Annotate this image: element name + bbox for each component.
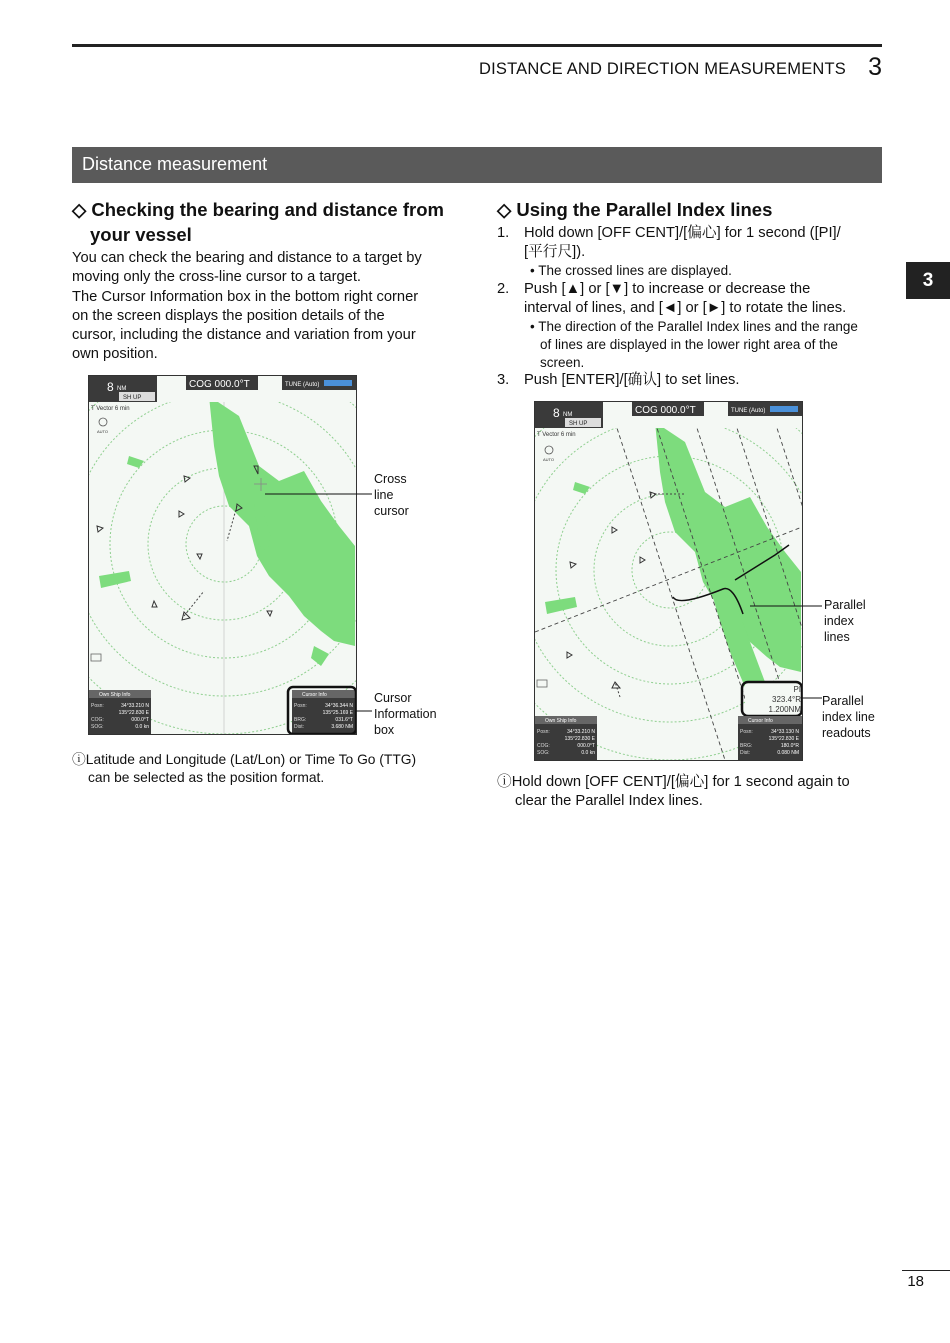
paragraph-line: You can check the bearing and distance to a target by [72,250,422,266]
cursor-posn-label: Posn: [740,729,753,735]
orientation: SH UP [123,395,142,401]
callout-line: Cross [374,472,407,486]
own-ship-title: Own Ship Info [99,692,131,698]
header-section-title: DISTANCE AND DIRECTION MEASUREMENTS [479,60,846,78]
own-cog: 000.0°T [131,717,149,723]
callout-line: cursor [374,504,409,518]
step-number: 2. [497,281,510,297]
left-callout-lines [255,485,375,725]
auto-label: AUTO [97,429,109,434]
own-sog-label: SOG: [537,750,550,756]
pi-label: PI [793,685,801,694]
callout-line: index [824,614,854,628]
cursor-dist: 0.080 NM [777,750,799,756]
callout-pi-readouts [822,693,875,741]
left-heading-line1: ◇ Checking the bearing and distance from [72,199,444,220]
step-text: interval of lines, and [◄] or [►] to rotate the lines. [524,300,847,317]
callout-line: box [374,723,395,737]
section-band [72,147,882,183]
cursor-brg-label: BRG: [294,717,307,723]
step-3 [497,371,740,390]
note-line: ⓘHold down [OFF CENT]/[偏心] for 1 second again to [497,774,850,790]
vector-label: T Vector 6 min [91,406,130,412]
cog-readout: COG 000.0°T [635,405,696,416]
own-posn-label: Posn: [91,703,104,709]
step-1-bullet: • The crossed lines are displayed. [530,263,732,278]
own-sog: 0.0 kn [135,724,149,730]
cursor-dist: 3.680 NM [331,724,353,730]
pi-range: 1.200NM [768,705,801,714]
callout-line: Information [374,707,437,721]
step-text: Push [▲] or [▼] to increase or decrease the [524,281,811,297]
right-heading: ◇ Using the Parallel Index lines [497,199,773,220]
paragraph-line: The Cursor Information box in the bottom right corner [72,288,419,305]
own-posn-label: Posn: [537,729,550,735]
cursor-dist-label: Dist: [740,750,750,756]
own-sog: 0.0 kn [581,750,595,756]
cursor-info-title: Cursor Info [748,718,773,724]
callout-line: readouts [822,726,871,740]
step-text: Push [ENTER]/[确认] to set lines. [524,372,740,388]
own-lat: 34°33.210 N [121,703,149,709]
callout-line: lines [824,630,850,644]
callout-cursor-info [374,690,437,738]
note-line: ⓘLatitude and Longitude (Lat/Lon) or Time To Go (TTG) [72,752,417,767]
header-rule [72,44,882,47]
left-note [72,751,416,787]
cursor-brg: 180.0°R [780,743,799,749]
paragraph-line: on the screen displays the position details of the [72,307,385,324]
callout-line: Parallel [822,694,864,708]
tune-readout: TUNE (Auto) [285,382,320,388]
cursor-brg: 031.6°T [335,717,353,723]
step-number: 1. [497,225,510,241]
pi-bearing: 323.4°R [772,695,801,704]
cog-readout: COG 000.0°T [189,379,250,390]
paragraph-line: cursor, including the distance and variation from your [72,327,416,344]
own-sog-label: SOG: [91,724,104,730]
left-heading-line2: your vessel [90,224,192,245]
own-lon: 135°22.830 E [564,736,595,742]
callout-cross-cursor [374,471,409,519]
bullet-line: • The direction of the Parallel Index lines and the range [530,319,858,334]
own-ship-title: Own Ship Info [545,718,577,724]
cursor-info-title: Cursor Info [302,692,327,698]
vector-label: T Vector 6 min [537,432,576,438]
range-value: 8 [553,406,560,420]
cursor-lon: 135°25.169 E [322,710,353,716]
cursor-dist-label: Dist: [294,724,304,730]
own-lat: 34°33.210 N [567,729,595,735]
range-unit: NM [117,386,127,392]
bullet-line: of lines are displayed in the lower right area of the [540,337,838,352]
cursor-lat: 34°36.344 N [325,703,353,709]
page-number: 18 [907,1273,924,1290]
chapter-side-tab: 3 [906,262,950,299]
own-cog-label: COG: [537,743,550,749]
header-chapter-number: 3 [868,53,882,81]
range-unit: NM [563,412,573,418]
footer-rule [902,1270,950,1271]
callout-line: index line [822,710,875,724]
step-text: Hold down [OFF CENT]/[偏心] for 1 second ([PI]/ [524,225,841,241]
note-line: can be selected as the position format. [88,770,325,785]
right-note [497,773,850,812]
paragraph-line: own position. [72,346,158,363]
own-lon: 135°22.830 E [118,710,149,716]
step-2 [497,280,887,319]
section-band-title: Distance measurement [82,154,268,174]
callout-pi-lines [824,597,866,645]
step-number: 3. [497,372,510,388]
callout-line: Parallel [824,598,866,612]
cursor-posn-label: Posn: [294,703,307,709]
step-text: [平行尺]). [524,244,586,261]
callout-line: Cursor [374,691,412,705]
cursor-lat: 34°33.130 N [771,729,799,735]
callout-line: line [374,488,394,502]
cursor-lon: 135°22.830 E [768,736,799,742]
tune-readout: TUNE (Auto) [731,408,766,414]
own-cog-label: COG: [91,717,104,723]
bullet-line: screen. [540,355,585,370]
auto-label: AUTO [543,457,555,462]
note-line: clear the Parallel Index lines. [515,793,703,810]
step-1 [497,224,887,263]
range-value: 8 [107,380,114,394]
right-callout-lines [740,590,825,710]
paragraph-line: moving only the cross-line cursor to a target. [72,269,361,286]
step-2-bullet [530,318,858,372]
orientation: SH UP [569,421,588,427]
left-paragraph [72,249,472,365]
own-cog: 000.0°T [577,743,595,749]
cursor-brg-label: BRG: [740,743,753,749]
